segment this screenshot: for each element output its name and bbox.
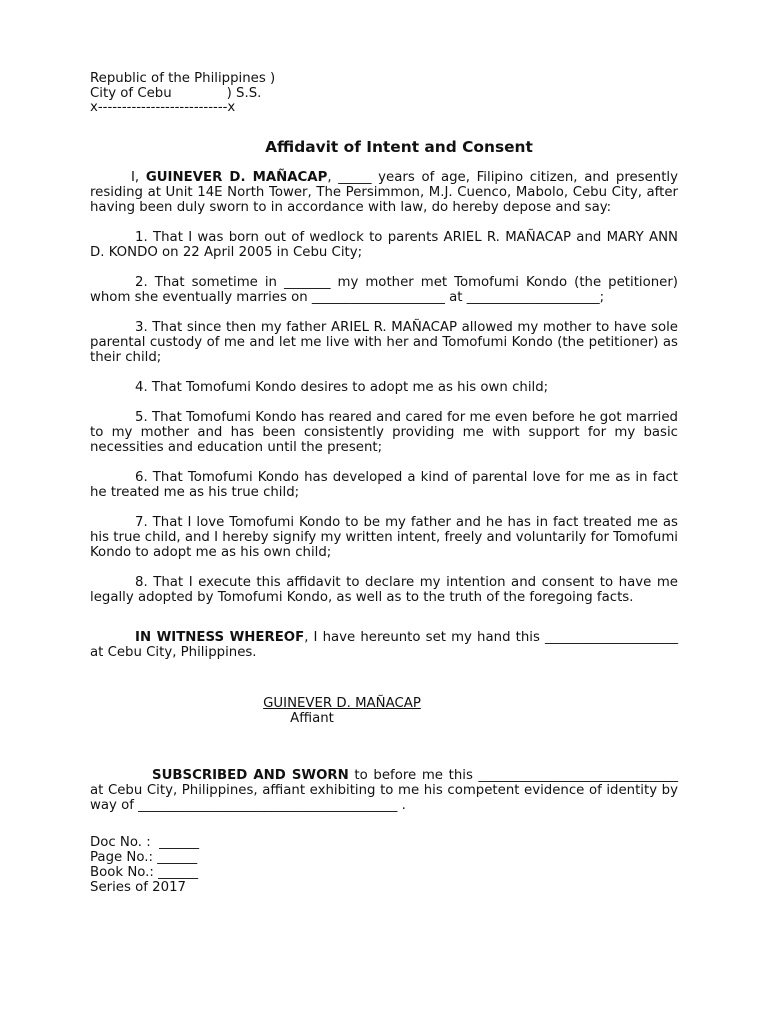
signature-block	[90, 696, 678, 726]
caption-line-republic: Republic of the Philippines )	[90, 71, 276, 86]
witness-text: , I have hereunto set my hand this ____________________ at Cebu City, Philippines.	[90, 629, 678, 660]
paragraph-5: 5. That Tomofumi Kondo has reared and cared for me even before he got married to my mother and has been consistently providing me with support for my basic necessities and education until the present;	[90, 409, 678, 455]
caption-line-city: City of Cebu ) S.S.	[90, 85, 262, 101]
document-title-text: Affidavit of Intent and Consent	[265, 137, 533, 156]
notarial-register	[90, 835, 678, 895]
paragraph-3: 3. That since then my father ARIEL R. MAÑACAP allowed my mother to have sole parental custody of me and let me live with her and Tomofumi Kondo (the petitioner) as their child;	[90, 319, 678, 365]
paragraph-7: 7. That I love Tomofumi Kondo to be my father and he has in fact treated me as his true child, and I hereby signify my written intent, freely and voluntarily for Tomofumi Kondo to adopt me as his own child;	[90, 514, 678, 560]
paragraph-8: 8. That I execute this affidavit to declare my intention and consent to have me legally adopted by Tomofumi Kondo, as well as to the truth of the foregoing facts.	[90, 574, 678, 605]
series-year: Series of 2017	[90, 879, 186, 895]
intro-paragraph	[90, 170, 678, 215]
paragraph-2: 2. That sometime in _______ my mother met Tomofumi Kondo (the petitioner) whom she eventually marries on ____________________ at ____________________;	[90, 274, 678, 305]
affiant-name: GUINEVER D. MAÑACAP	[145, 169, 328, 185]
jurat-clause	[90, 768, 678, 813]
witness-bold: IN WITNESS WHEREOF	[135, 629, 305, 645]
signature-name: GUINEVER D. MAÑACAP	[263, 695, 421, 711]
doc-number: Doc No. : ______	[90, 834, 200, 850]
intro-text: , _____ years of age, Filipino citizen, and presently residing at Unit 14E North Tower, The Persimmon, M.J. Cuenco, Mabolo, Cebu City, after having been duly sworn to in accordance with law, do hereby depose and say:	[90, 169, 678, 215]
book-number: Book No.: ______	[90, 864, 198, 880]
affidavit-page	[90, 72, 678, 895]
paragraph-4: 4. That Tomofumi Kondo desires to adopt me as his own child;	[135, 379, 549, 395]
signature-role: Affiant	[290, 710, 334, 726]
document-title	[90, 138, 678, 156]
caption-line-separator: x---------------------------x	[90, 100, 236, 115]
jurat-bold: SUBSCRIBED AND SWORN	[152, 767, 349, 783]
witness-clause	[90, 630, 678, 660]
jurat-text: to before me this ______________________________ at Cebu City, Philippines, affiant exhibiting to me his competent evidence of identity by way of _______________________________________ .	[90, 767, 678, 813]
paragraph-1: 1. That I was born out of wedlock to parents ARIEL R. MAÑACAP and MARY ANN D. KONDO on 22 April 2005 in Cebu City;	[90, 229, 678, 260]
venue-caption	[90, 72, 678, 116]
page-number: Page No.: ______	[90, 849, 198, 865]
intro-prefix: I,	[131, 169, 146, 185]
paragraph-6: 6. That Tomofumi Kondo has developed a kind of parental love for me as in fact he treated me as his true child;	[90, 469, 678, 500]
